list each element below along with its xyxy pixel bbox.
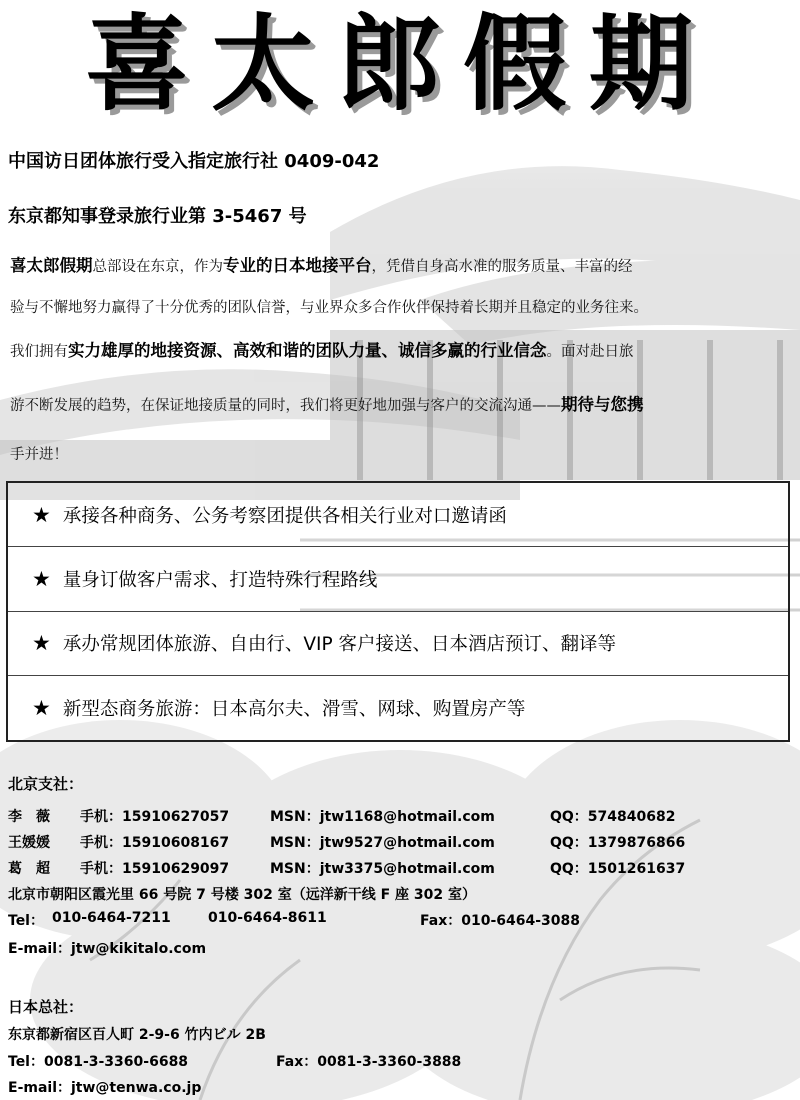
intro-emphasis: 实力雄厚的地接资源、高效和谐的团队力量、诚信多赢的行业信念 <box>68 341 547 360</box>
beijing-address: 北京市朝阳区霞光里 66 号院 7 号楼 302 室（远洋新干线 F 座 302 室） <box>8 887 476 903</box>
contact-qq: QQ：574840682 <box>550 809 676 825</box>
contact-mobile: 手机：15910629097 <box>80 861 230 877</box>
japan-office-heading: 日本总社： <box>8 998 84 1016</box>
intro-line-3 <box>10 337 792 361</box>
tel-number: 010-6464-7211 <box>52 910 171 926</box>
service-label: 新型态商务旅游：日本高尔夫、滑雪、网球、购置房产等 <box>62 698 526 720</box>
service-label: 承接各种商务、公务考察团提供各相关行业对口邀请函 <box>62 505 507 527</box>
intro-text: 总部设在东京，作为 <box>92 259 223 275</box>
service-item <box>8 676 788 740</box>
intro-line-2: 验与不懈地努力赢得了十分优秀的团队信誉，与业界众多合作伙伴保持着长期并且稳定的业务往来。 <box>10 300 648 316</box>
intro-brand: 喜太郎假期 <box>10 256 93 275</box>
japan-email: E-mail：jtw@tenwa.co.jp <box>8 1080 202 1096</box>
intro-text: 游不断发展的趋势，在保证地接质量的同时，我们将更好地加强与客户的交流沟通—— <box>10 398 561 414</box>
beijing-branch-heading: 北京支社： <box>8 775 84 793</box>
intro-text: ，凭借自身高水准的服务质量、丰富的经 <box>371 259 633 275</box>
contact-name: 李 薇 <box>8 809 50 825</box>
intro-paragraph <box>10 252 792 464</box>
japan-address: 东京都新宿区百人町 2-9-6 竹内ビル 2B <box>8 1027 266 1043</box>
contact-name: 王媛媛 <box>8 835 50 851</box>
fax-number: Fax：010-6464-3088 <box>420 913 580 929</box>
contact-msn: MSN：jtw9527@hotmail.com <box>270 835 495 851</box>
beijing-email: E-mail：jtw@kikitalo.com <box>8 941 207 957</box>
tel-number: Tel：0081-3-3360-6688 <box>8 1054 189 1070</box>
fax-number: Fax：0081-3-3360-3888 <box>276 1054 462 1070</box>
star-icon: ★ <box>32 502 51 527</box>
intro-text: 。面对赴日旅 <box>546 344 634 360</box>
star-icon: ★ <box>32 695 51 720</box>
registration-line-2: 东京都知事登录旅行业第 3-5467 号 <box>8 206 307 227</box>
contact-msn: MSN：jtw3375@hotmail.com <box>270 861 495 877</box>
contact-qq: QQ：1501261637 <box>550 861 686 877</box>
intro-line-1 <box>10 252 792 276</box>
service-label: 量身订做客户需求、打造特殊行程路线 <box>62 569 378 591</box>
contact-mobile: 手机：15910608167 <box>80 835 230 851</box>
star-icon: ★ <box>32 631 51 656</box>
contact-msn: MSN：jtw1168@hotmail.com <box>270 809 495 825</box>
contact-name: 葛 超 <box>8 861 50 877</box>
contact-mobile: 手机：15910627057 <box>80 809 230 825</box>
intro-line-4 <box>10 391 792 415</box>
services-box <box>6 481 790 742</box>
intro-text: 我们拥有 <box>10 344 68 360</box>
registration-line-1: 中国访日团体旅行受入指定旅行社 0409-042 <box>8 151 380 172</box>
service-item <box>8 547 788 611</box>
intro-line-5: 手并进！ <box>10 447 68 463</box>
intro-emphasis: 专业的日本地接平台 <box>223 256 372 275</box>
tel-number: 010-6464-8611 <box>208 910 327 926</box>
service-label: 承办常规团体旅游、自由行、VIP 客户接送、日本酒店预订、翻译等 <box>62 634 616 656</box>
contact-qq: QQ：1379876866 <box>550 835 686 851</box>
brand-title: 喜太郎假期 <box>84 2 715 125</box>
service-item <box>8 612 788 676</box>
star-icon: ★ <box>32 566 51 591</box>
tel-label: Tel： <box>8 913 44 929</box>
intro-emphasis: 期待与您携 <box>561 395 644 414</box>
service-item <box>8 483 788 547</box>
